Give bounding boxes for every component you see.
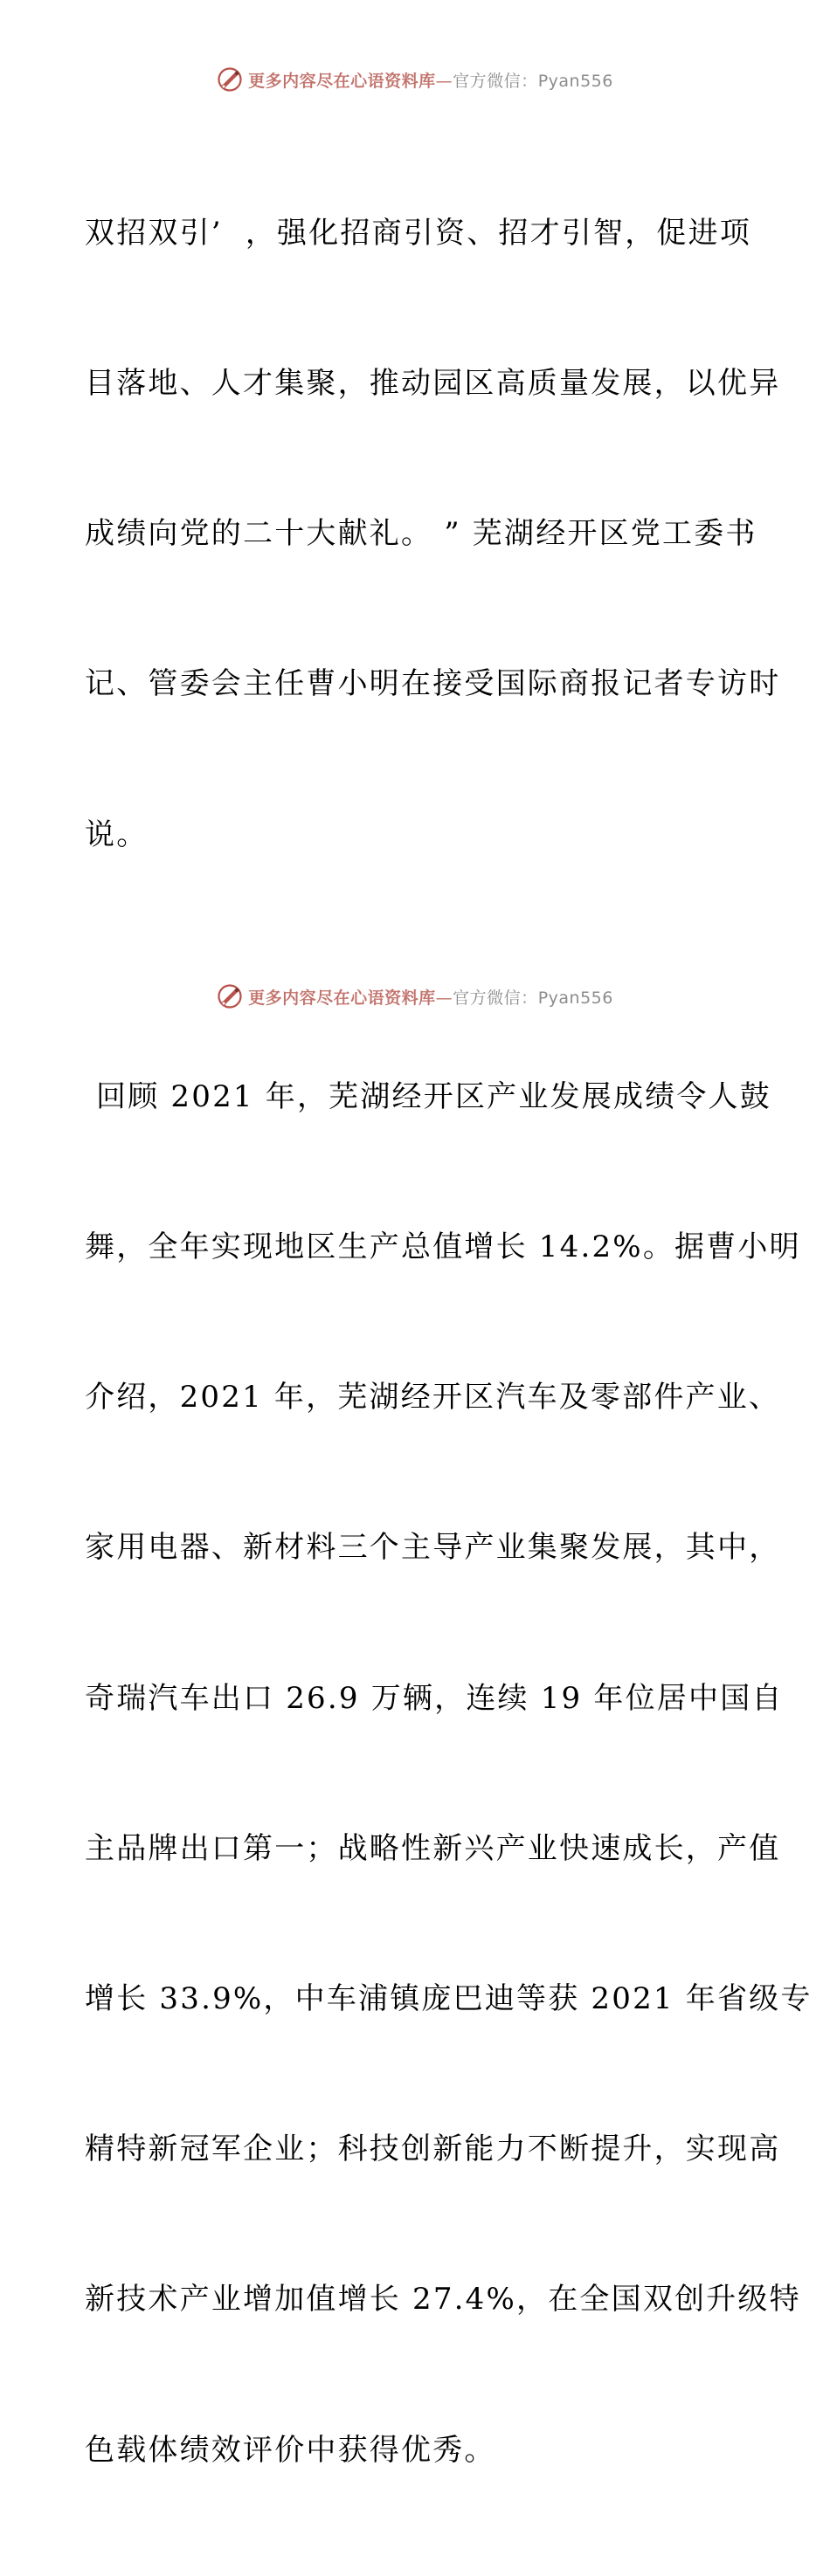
text-line: 成绩向党的二十大献礼。 ” 芜湖经开区党工委书 xyxy=(85,516,757,552)
document-body xyxy=(85,108,813,2576)
pen-seal-icon xyxy=(217,983,243,1009)
text-line: 家用电器、新材料三个主导产业集聚发展，其中， xyxy=(85,1530,781,1566)
text-line: 新技术产业增加值增长 27.4%，在全国双创升级特 xyxy=(85,2282,801,2318)
watermark-text: 更多内容尽在心语资料库—官方微信：Pyan556 xyxy=(248,71,613,91)
watermark-text: 更多内容尽在心语资料库—官方微信：Pyan556 xyxy=(248,988,613,1008)
text-line: 奇瑞汽车出口 26.9 万辆，连续 19 年位居中国自 xyxy=(85,1680,784,1716)
text-line: 色载体绩效评价中获得优秀。 xyxy=(85,2432,496,2468)
text-line: 回顾 2021 年，芜湖经开区产业发展成绩令人鼓 xyxy=(85,1078,771,1114)
text-line: 精特新冠军企业；科技创新能力不断提升，实现高 xyxy=(85,2132,781,2167)
footer-watermark xyxy=(0,981,830,1011)
paragraph-2 xyxy=(85,972,813,2576)
pen-seal-icon xyxy=(217,66,243,93)
text-line: 舞，全年实现地区生产总值增长 14.2%。据曹小明 xyxy=(85,1229,801,1264)
text-line: 双招双引’ ，强化招商引资、招才引智，促进项 xyxy=(85,215,752,251)
text-line: 主品牌出口第一；战略性新兴产业快速成长，产值 xyxy=(85,1830,781,1866)
paragraph-1 xyxy=(85,108,781,961)
text-line: 目落地、人才集聚，推动园区高质量发展，以优异 xyxy=(85,366,781,402)
text-line: 增长 33.9%，中车浦镇庞巴迪等获 2021 年省级专 xyxy=(85,1981,813,2017)
text-line: 说。 xyxy=(85,816,149,852)
text-line: 记、管委会主任曹小明在接受国际商报记者专访时 xyxy=(85,666,781,702)
header-watermark xyxy=(0,65,830,94)
text-line: 介绍，2021 年，芜湖经开区汽车及零部件产业、 xyxy=(85,1380,781,1415)
